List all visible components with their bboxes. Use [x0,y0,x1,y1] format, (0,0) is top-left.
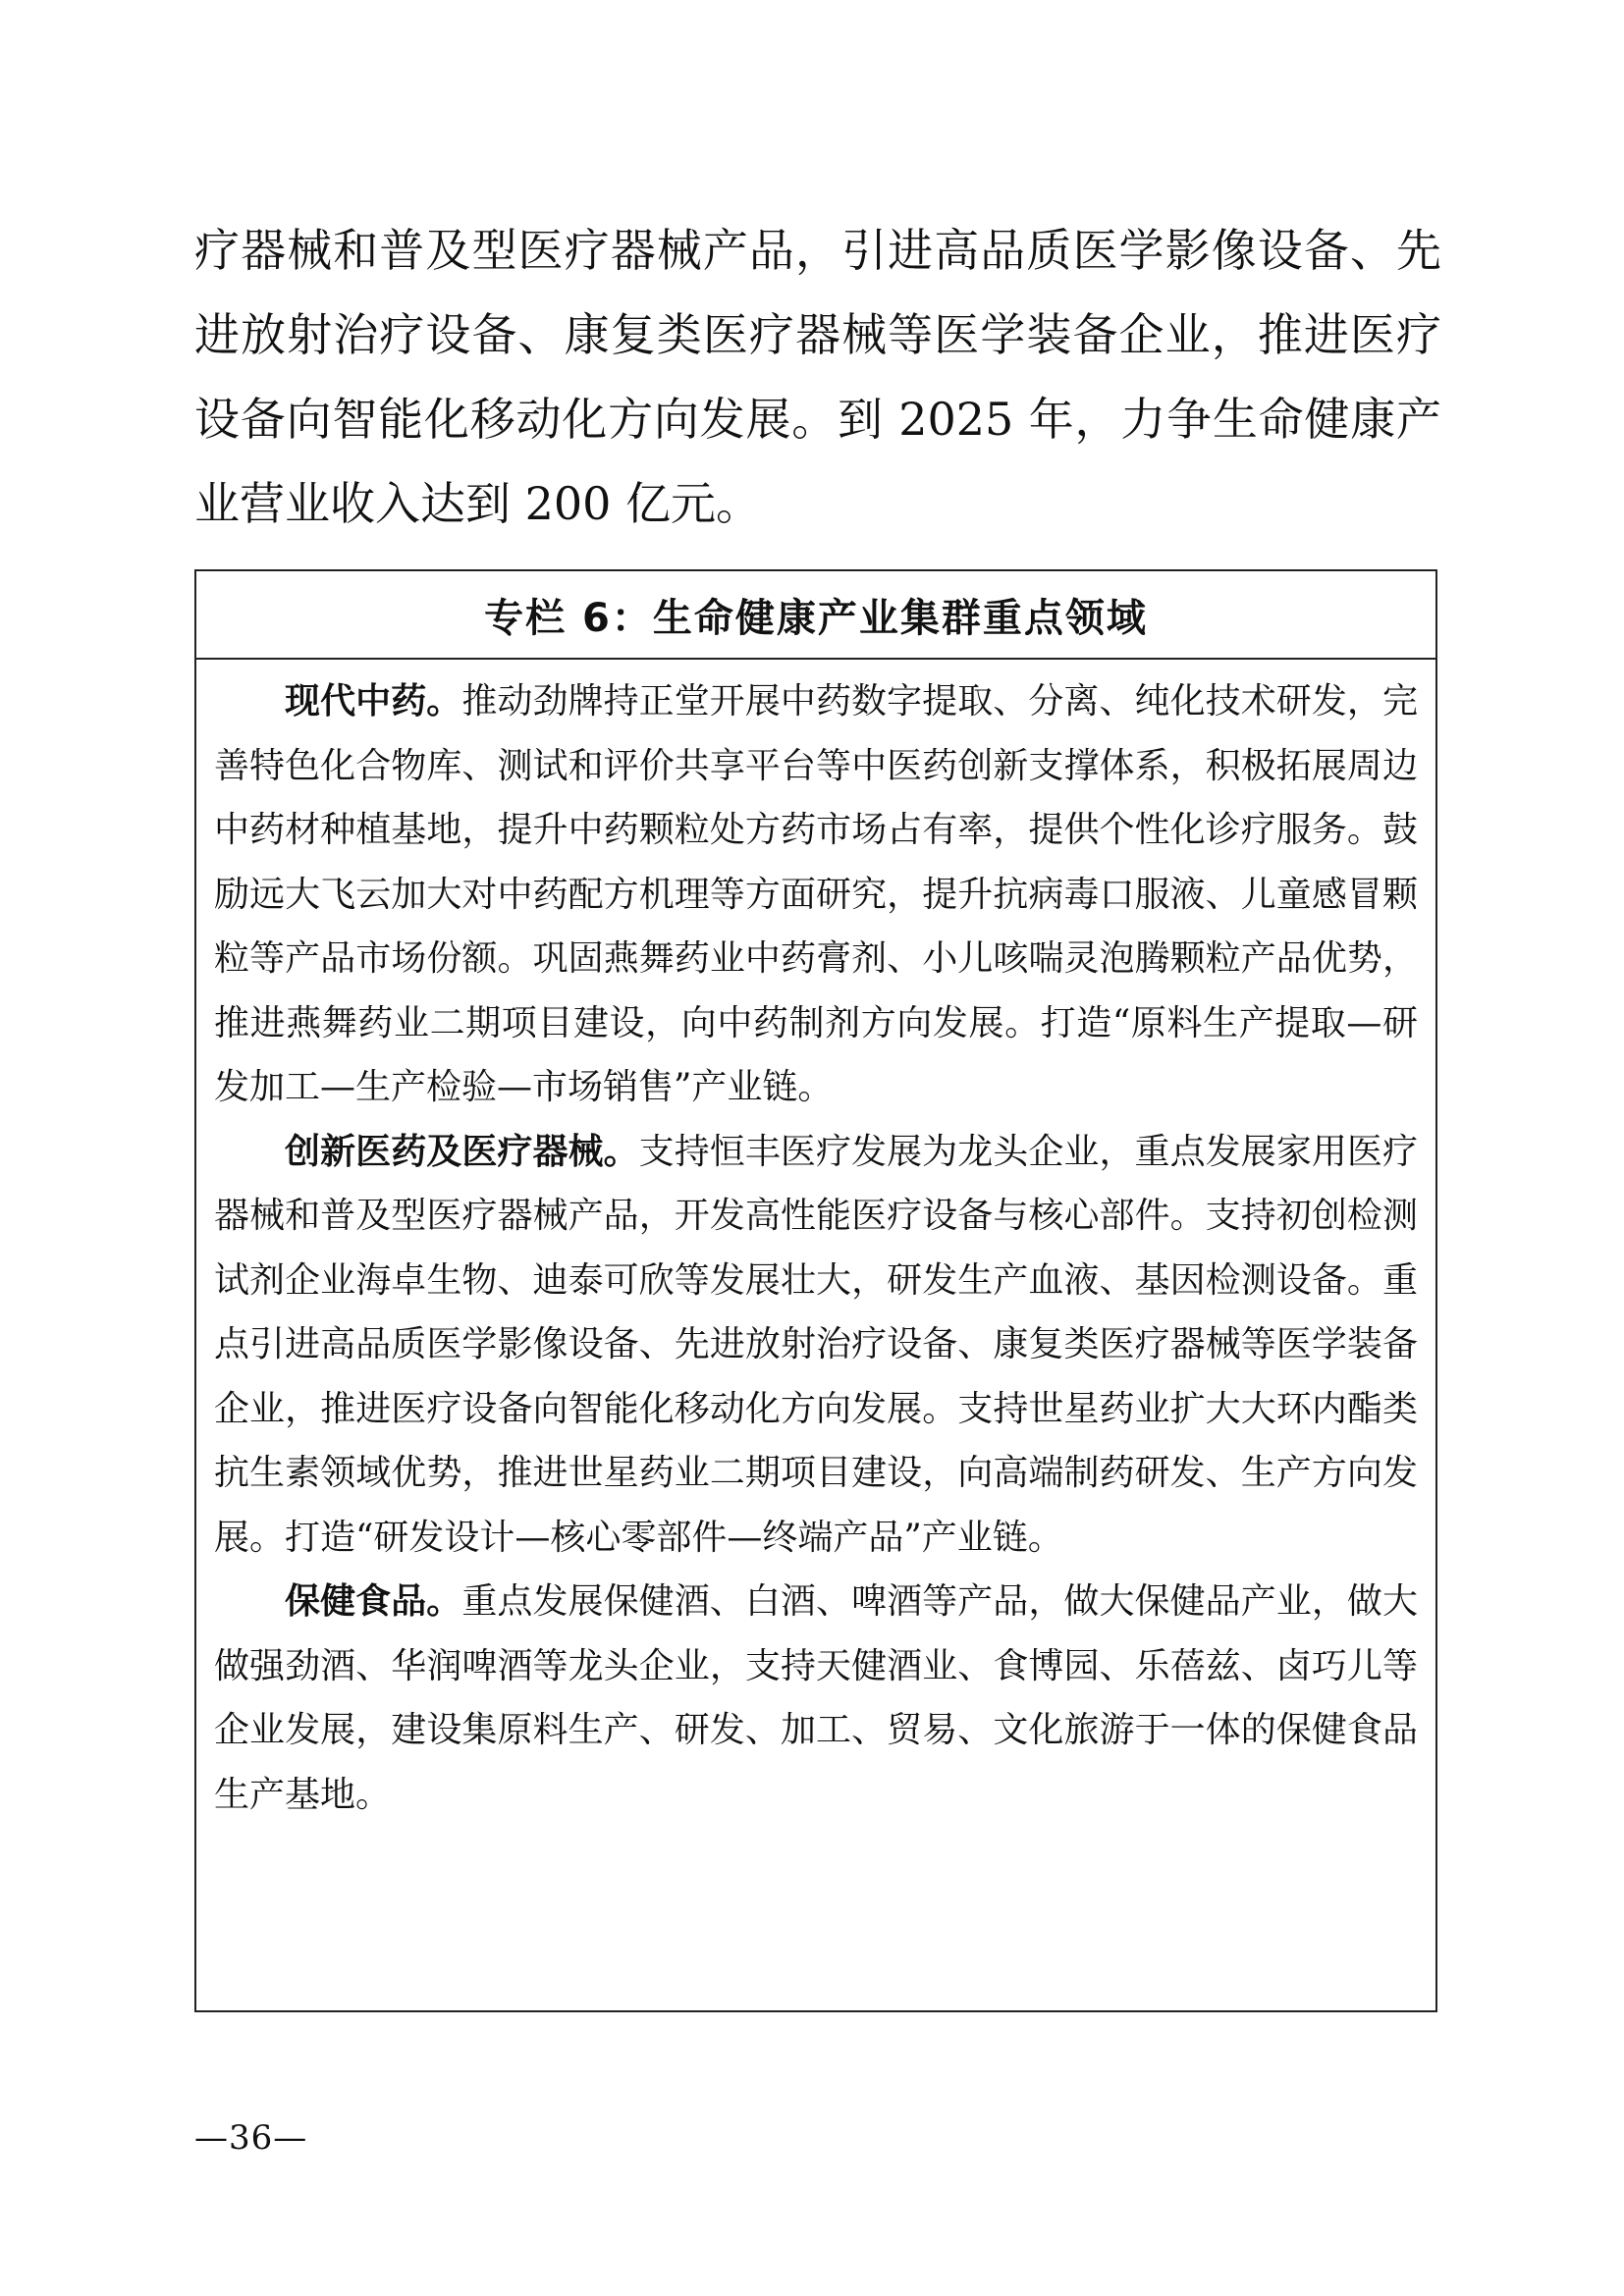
section-health-food [214,1570,1418,1827]
section-heading: 创新医药及医疗器械。 [285,1131,639,1172]
page-number: —36— [194,2118,308,2158]
section-modern-tcm [214,669,1418,1120]
intro-paragraph: 疗器械和普及型医疗器械产品，引进高品质医学影像设备、先进放射治疗设备、康复类医疗器械等医学装备企业，推进医疗设备向智能化移动化方向发展。到 2025 年，力争生命健康产业营业收入达到 200 亿元。 [194,224,1441,530]
section-innovative-medicine [214,1120,1418,1571]
column-title: 专栏 6：生命健康产业集群重点领域 [196,571,1435,660]
feature-column-box [194,569,1437,2012]
column-body [196,660,1435,1827]
section-text: 重点发展保健酒、白酒、啤酒等产品，做大保健品产业，做大做强劲酒、华润啤酒等龙头企业，支持天健酒业、食博园、乐蓓兹、卤巧儿等企业发展，建设集原料生产、研发、加工、贸易、文化旅游于一体的保健食品生产基地。 [214,1581,1418,1815]
section-text: 支持恒丰医疗发展为龙头企业，重点发展家用医疗器械和普及型医疗器械产品，开发高性能医疗设备与核心部件。支持初创检测试剂企业海卓生物、迪泰可欣等发展壮大，研发生产血液、基因检测设备。重点引进高品质医学影像设备、先进放射治疗设备、康复类医疗器械等医学装备企业，推进医疗设备向智能化移动化方向发展。支持世星药业扩大大环内酯类抗生素领域优势，推进世星药业二期项目建设，向高端制药研发、生产方向发展。打造“研发设计—核心零部件—终端产品”产业链。 [214,1131,1418,1558]
section-heading: 现代中药。 [285,681,462,721]
section-heading: 保健食品。 [285,1581,462,1622]
section-text: 推动劲牌持正堂开展中药数字提取、分离、纯化技术研发，完善特色化合物库、测试和评价共享平台等中医药创新支撑体系，积极拓展周边中药材种植基地，提升中药颗粒处方药市场占有率，提供个性化诊疗服务。鼓励远大飞云加大对中药配方机理等方面研究，提升抗病毒口服液、儿童感冒颗粒等产品市场份额。巩固燕舞药业中药膏剂、小儿咳喘灵泡腾颗粒产品优势，推进燕舞药业二期项目建设，向中药制剂方向发展。打造“原料生产提取—研发加工—生产检验—市场销售”产业链。 [214,681,1418,1107]
